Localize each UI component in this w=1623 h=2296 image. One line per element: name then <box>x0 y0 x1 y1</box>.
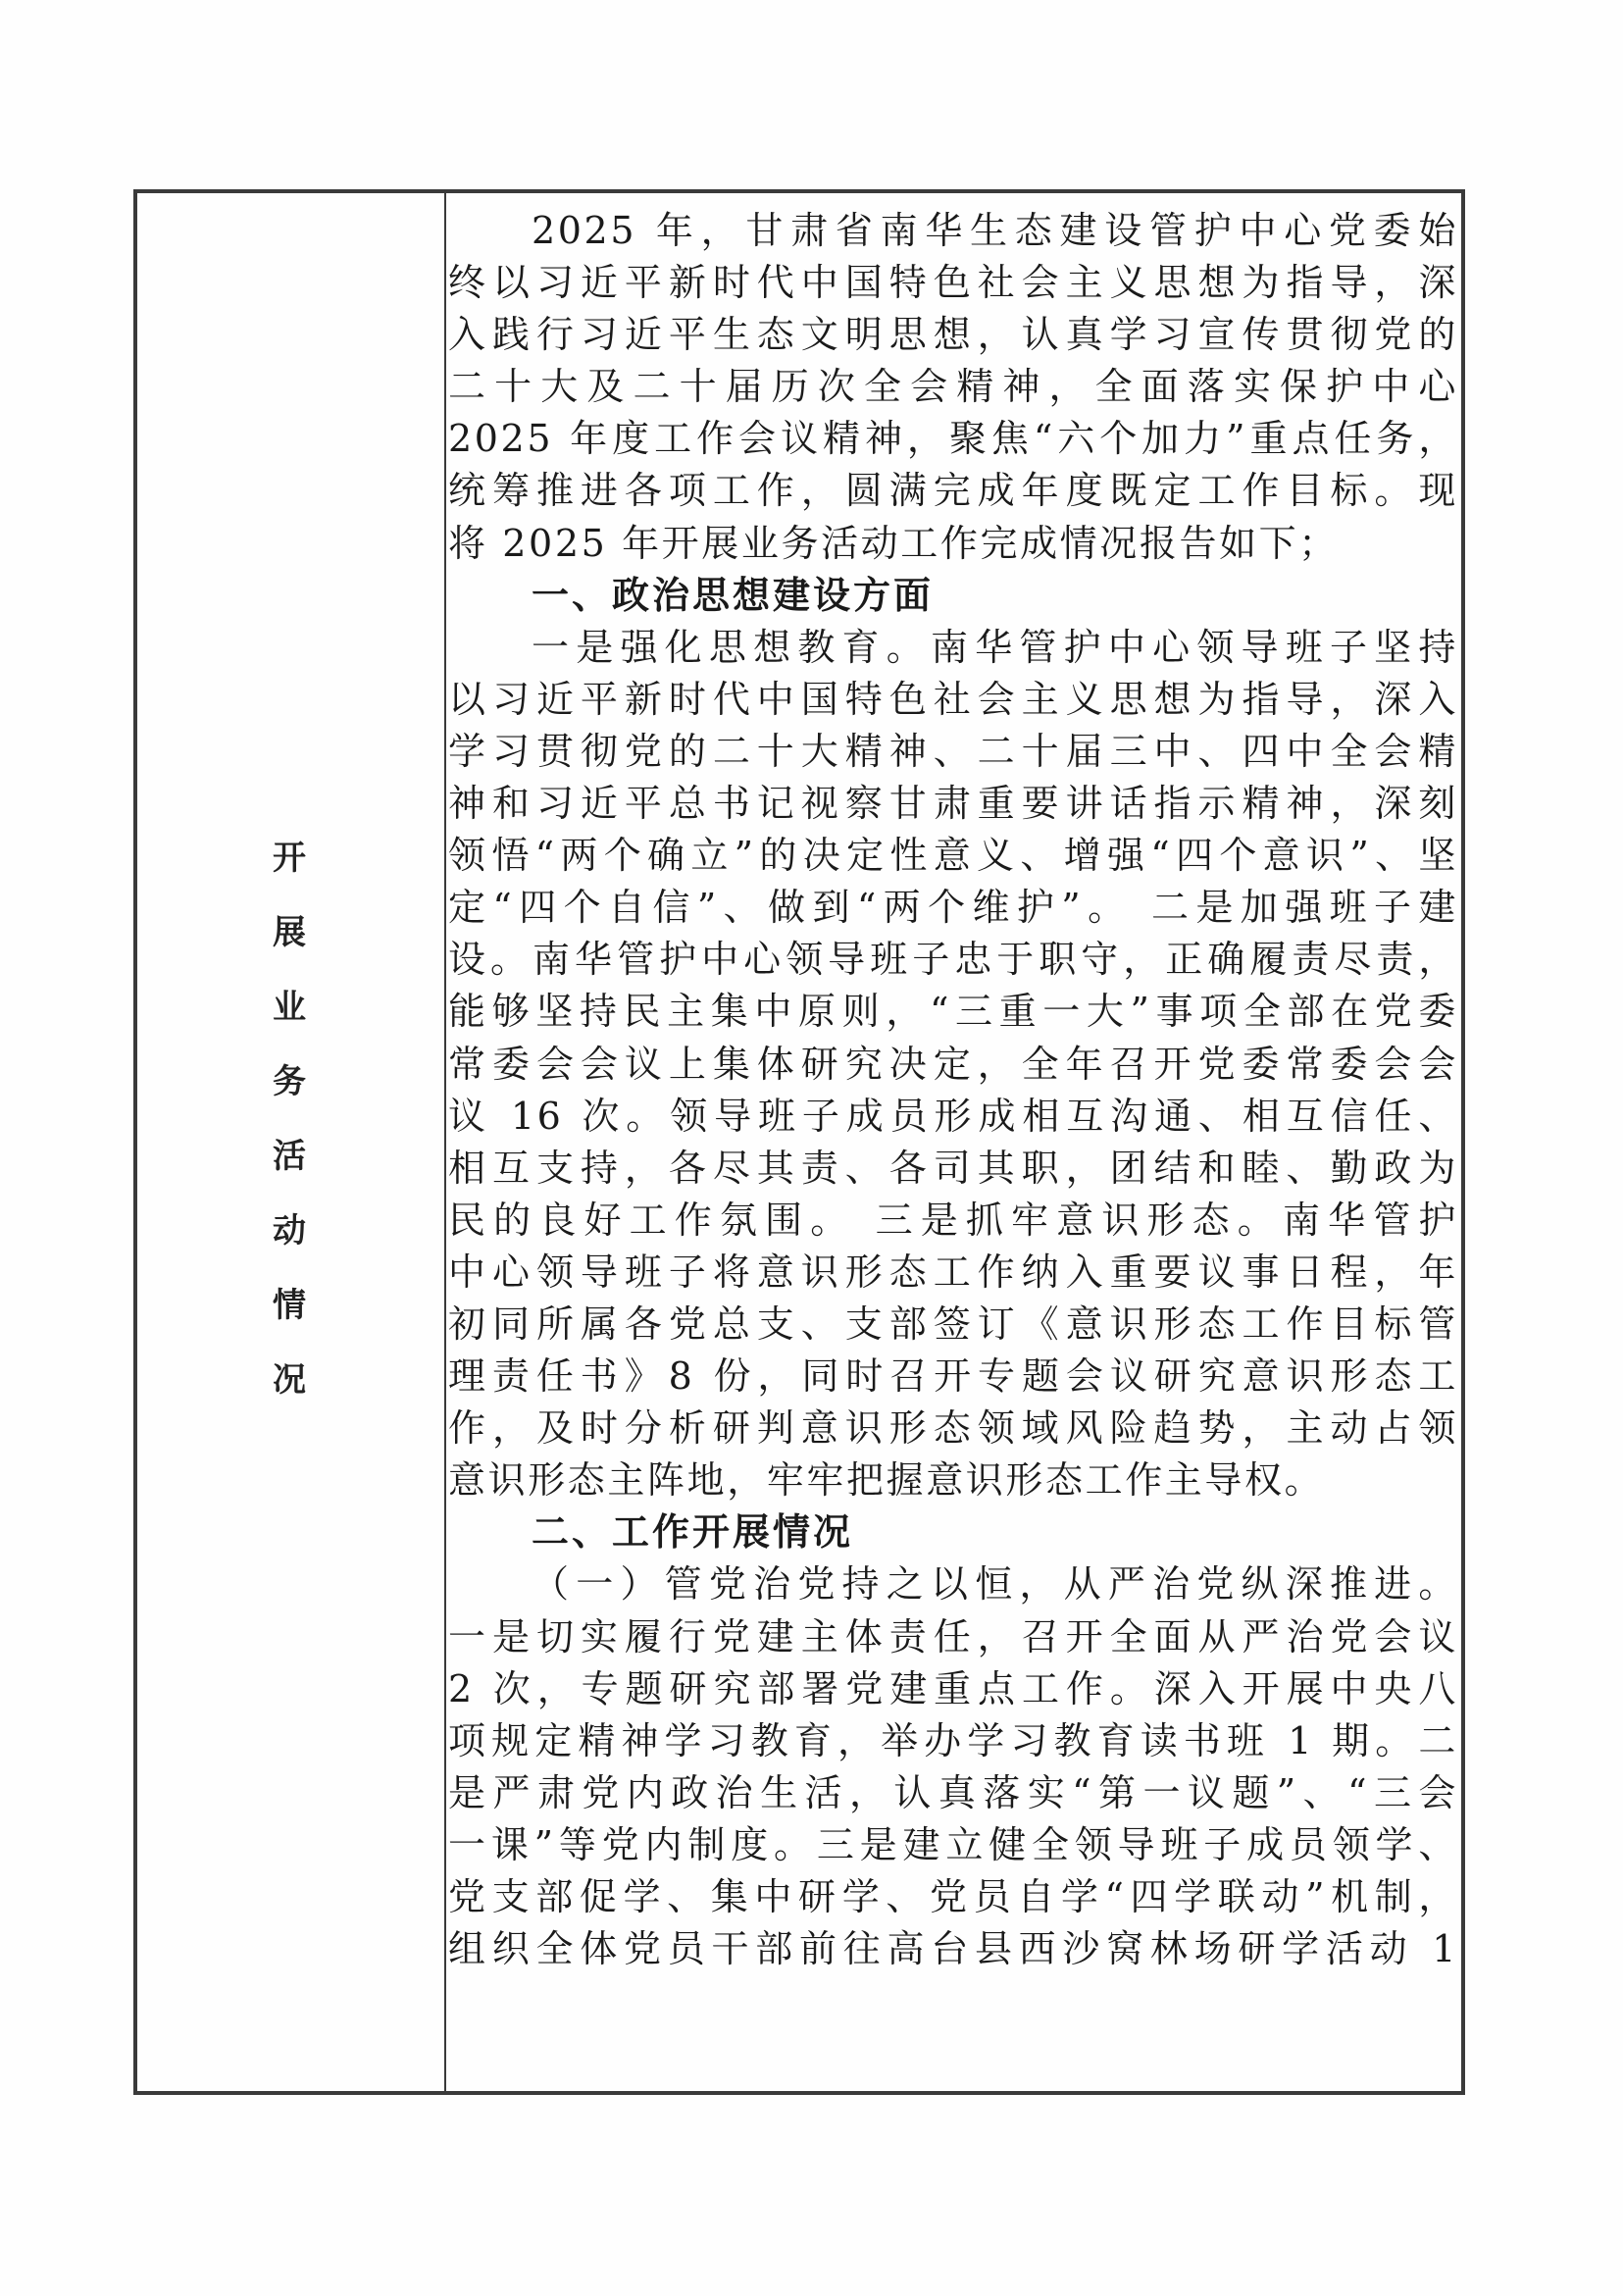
text-line: 作，及时分析研判意识形态领域风险趋势，主动占领 <box>448 1406 1458 1451</box>
text-line: 一是切实履行党建主体责任，召开全面从严治党会议 <box>448 1614 1458 1658</box>
text-line: 能够坚持民主集中原则，“三重一大”事项全部在党委 <box>448 990 1458 1034</box>
text-line: 将 2025 年开展业务活动工作完成情况报告如下； <box>448 521 1339 565</box>
text-line: 民的良好工作氛围。 三是抓牢意识形态。南华管护 <box>448 1198 1458 1242</box>
text-line: 入践行习近平生态文明思想，认真学习宣传贯彻党的 <box>448 313 1458 357</box>
text-line: 一课”等党内制度。三是建立健全领导班子成员领学、 <box>448 1822 1458 1866</box>
report-table <box>133 189 1465 2095</box>
section-heading: 一、政治思想建设方面 <box>532 573 935 617</box>
text-line: 组织全体党员干部前往高台县西沙窝林场研学活动 1 <box>448 1927 1458 1971</box>
text-line: 定“四个自信”、做到“两个维护”。 二是加强班子建 <box>448 886 1458 930</box>
text-line: 常委会会议上集体研究决定，全年召开党委常委会会 <box>448 1042 1458 1086</box>
text-line: 以习近平新时代中国特色社会主义思想为指导，深入 <box>448 677 1458 721</box>
label-char: 展 <box>273 913 306 952</box>
label-char: 开 <box>273 839 306 878</box>
text-line: 理责任书》8 份，同时召开专题会议研究意识形态工 <box>448 1354 1458 1399</box>
text-line: 终以习近平新时代中国特色社会主义思想为指导，深 <box>448 261 1458 305</box>
text-line: 神和习近平总书记视察甘肃重要讲话指示精神，深刻 <box>448 782 1458 826</box>
text-line: 一是强化思想教育。南华管护中心领导班子坚持 <box>532 625 1458 669</box>
text-line: 学习贯彻党的二十大精神、二十届三中、四中全会精 <box>448 729 1458 773</box>
content-cell <box>448 205 1458 1975</box>
label-char: 务 <box>273 1062 306 1101</box>
text-line: 相互支持，各尽其责、各司其职，团结和睦、勤政为 <box>448 1146 1458 1190</box>
text-line: 党支部促学、集中研学、党员自学“四学联动”机制， <box>448 1875 1458 1918</box>
label-char: 情 <box>273 1286 306 1325</box>
label-char: 活 <box>273 1137 306 1176</box>
text-line: 设。南华管护中心领导班子忠于职守，正确履责尽责， <box>448 938 1458 982</box>
label-cell <box>137 193 444 2091</box>
text-line: 议 16 次。领导班子成员形成相互沟通、相互信任、 <box>448 1094 1458 1138</box>
text-line: 初同所属各党总支、支部签订《意识形态工作目标管 <box>448 1301 1458 1346</box>
text-line: 2025 年，甘肃省南华生态建设管护中心党委始 <box>532 209 1458 252</box>
text-line: 意识形态主阵地，牢牢把握意识形态工作主导权。 <box>448 1458 1325 1503</box>
text-line: 是严肃党内政治生活，认真落实“第一议题”、“三会 <box>448 1770 1458 1814</box>
text-line: 统筹推进各项工作，圆满完成年度既定工作目标。现 <box>448 469 1458 513</box>
text-line: 2025 年度工作会议精神，聚焦“六个加力”重点任务， <box>448 417 1458 461</box>
label-char: 动 <box>273 1211 306 1250</box>
text-line: 中心领导班子将意识形态工作纳入重要议事日程，年 <box>448 1250 1458 1294</box>
text-line: 2 次，专题研究部署党建重点工作。深入开展中央八 <box>448 1666 1458 1710</box>
column-divider <box>444 193 446 2091</box>
text-line: 领悟“两个确立”的决定性意义、增强“四个意识”、坚 <box>448 834 1458 878</box>
text-line: （一）管党治党持之以恒，从严治党纵深推进。 <box>532 1562 1458 1607</box>
section-label <box>265 821 314 1417</box>
section-heading: 二、工作开展情况 <box>532 1510 854 1555</box>
label-char: 况 <box>273 1360 306 1400</box>
text-line: 项规定精神学习教育，举办学习教育读书班 1 期。二 <box>448 1718 1458 1762</box>
label-char: 业 <box>273 988 306 1027</box>
text-line: 二十大及二十届历次全会精神，全面落实保护中心 <box>448 365 1458 409</box>
